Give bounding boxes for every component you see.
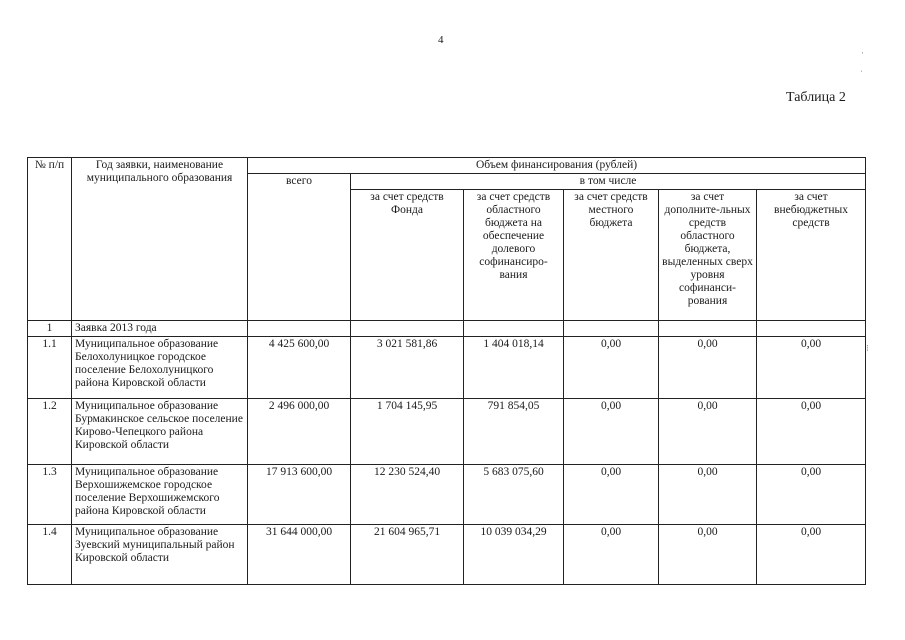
row-total: 2 496 000,00 — [248, 399, 351, 465]
row-fund: 21 604 965,71 — [351, 525, 464, 585]
table-caption: Таблица 2 — [786, 90, 846, 105]
row-local: 0,00 — [564, 337, 659, 399]
header-local: за счет средств местного бюджета — [564, 190, 659, 321]
row-extrabudget: 0,00 — [757, 525, 866, 585]
row-num: 1.1 — [28, 337, 72, 399]
table-row — [28, 337, 866, 399]
row-additional: 0,00 — [659, 525, 757, 585]
scan-dot: ˌ — [860, 62, 863, 72]
row-additional: 0,00 — [659, 399, 757, 465]
row-fund: 1 704 145,95 — [351, 399, 464, 465]
section-title: Заявка 2013 года — [72, 321, 248, 337]
header-incl: в том числе — [351, 174, 866, 190]
empty-cell — [757, 321, 866, 337]
header-row-1 — [28, 158, 866, 174]
section-row — [28, 321, 866, 337]
row-total: 17 913 600,00 — [248, 465, 351, 525]
empty-cell — [464, 321, 564, 337]
row-num: 1.2 — [28, 399, 72, 465]
page-number: 4 — [438, 34, 444, 46]
empty-cell — [564, 321, 659, 337]
section-num: 1 — [28, 321, 72, 337]
funding-table — [27, 157, 866, 585]
empty-cell — [351, 321, 464, 337]
header-name: Год заявки, наименование муниципального образования — [72, 158, 248, 321]
row-regional: 1 404 018,14 — [464, 337, 564, 399]
row-fund: 12 230 524,40 — [351, 465, 464, 525]
header-total: всего — [248, 174, 351, 321]
row-additional: 0,00 — [659, 337, 757, 399]
row-total: 4 425 600,00 — [248, 337, 351, 399]
row-name: Муниципальное образование Верхошижемское городское поселение Верхошижемского района Кировской области — [72, 465, 248, 525]
header-additional: за счет дополните-льных средств областного бюджета, выделенных сверх уровня софинанси-рования — [659, 190, 757, 321]
header-regional: за счет средств областного бюджета на обеспечение долевого софинансиро-вания — [464, 190, 564, 321]
row-extrabudget: 0,00 — [757, 337, 866, 399]
row-regional: 5 683 075,60 — [464, 465, 564, 525]
scan-dot: · — [861, 48, 864, 58]
row-fund: 3 021 581,86 — [351, 337, 464, 399]
table-row — [28, 399, 866, 465]
row-name: Муниципальное образование Зуевский муниципальный район Кировской области — [72, 525, 248, 585]
header-funding: Объем финансирования (рублей) — [248, 158, 866, 174]
row-name: Муниципальное образование Белохолуницкое городское поселение Белохолуницкого района Кировской области — [72, 337, 248, 399]
table-row — [28, 465, 866, 525]
row-additional: 0,00 — [659, 465, 757, 525]
row-regional: 791 854,05 — [464, 399, 564, 465]
row-num: 1.3 — [28, 465, 72, 525]
row-local: 0,00 — [564, 399, 659, 465]
scan-dot: ⁝ — [866, 343, 869, 353]
row-num: 1.4 — [28, 525, 72, 585]
row-regional: 10 039 034,29 — [464, 525, 564, 585]
empty-cell — [248, 321, 351, 337]
row-name: Муниципальное образование Бурмакинское сельское поселение Кирово-Чепецкого района Кировской области — [72, 399, 248, 465]
row-local: 0,00 — [564, 525, 659, 585]
header-fund: за счет средств Фонда — [351, 190, 464, 321]
row-total: 31 644 000,00 — [248, 525, 351, 585]
row-extrabudget: 0,00 — [757, 465, 866, 525]
header-extrabudget: за счет внебюджетных средств — [757, 190, 866, 321]
row-extrabudget: 0,00 — [757, 399, 866, 465]
empty-cell — [659, 321, 757, 337]
row-local: 0,00 — [564, 465, 659, 525]
header-num: № п/п — [28, 158, 72, 321]
table-row — [28, 525, 866, 585]
